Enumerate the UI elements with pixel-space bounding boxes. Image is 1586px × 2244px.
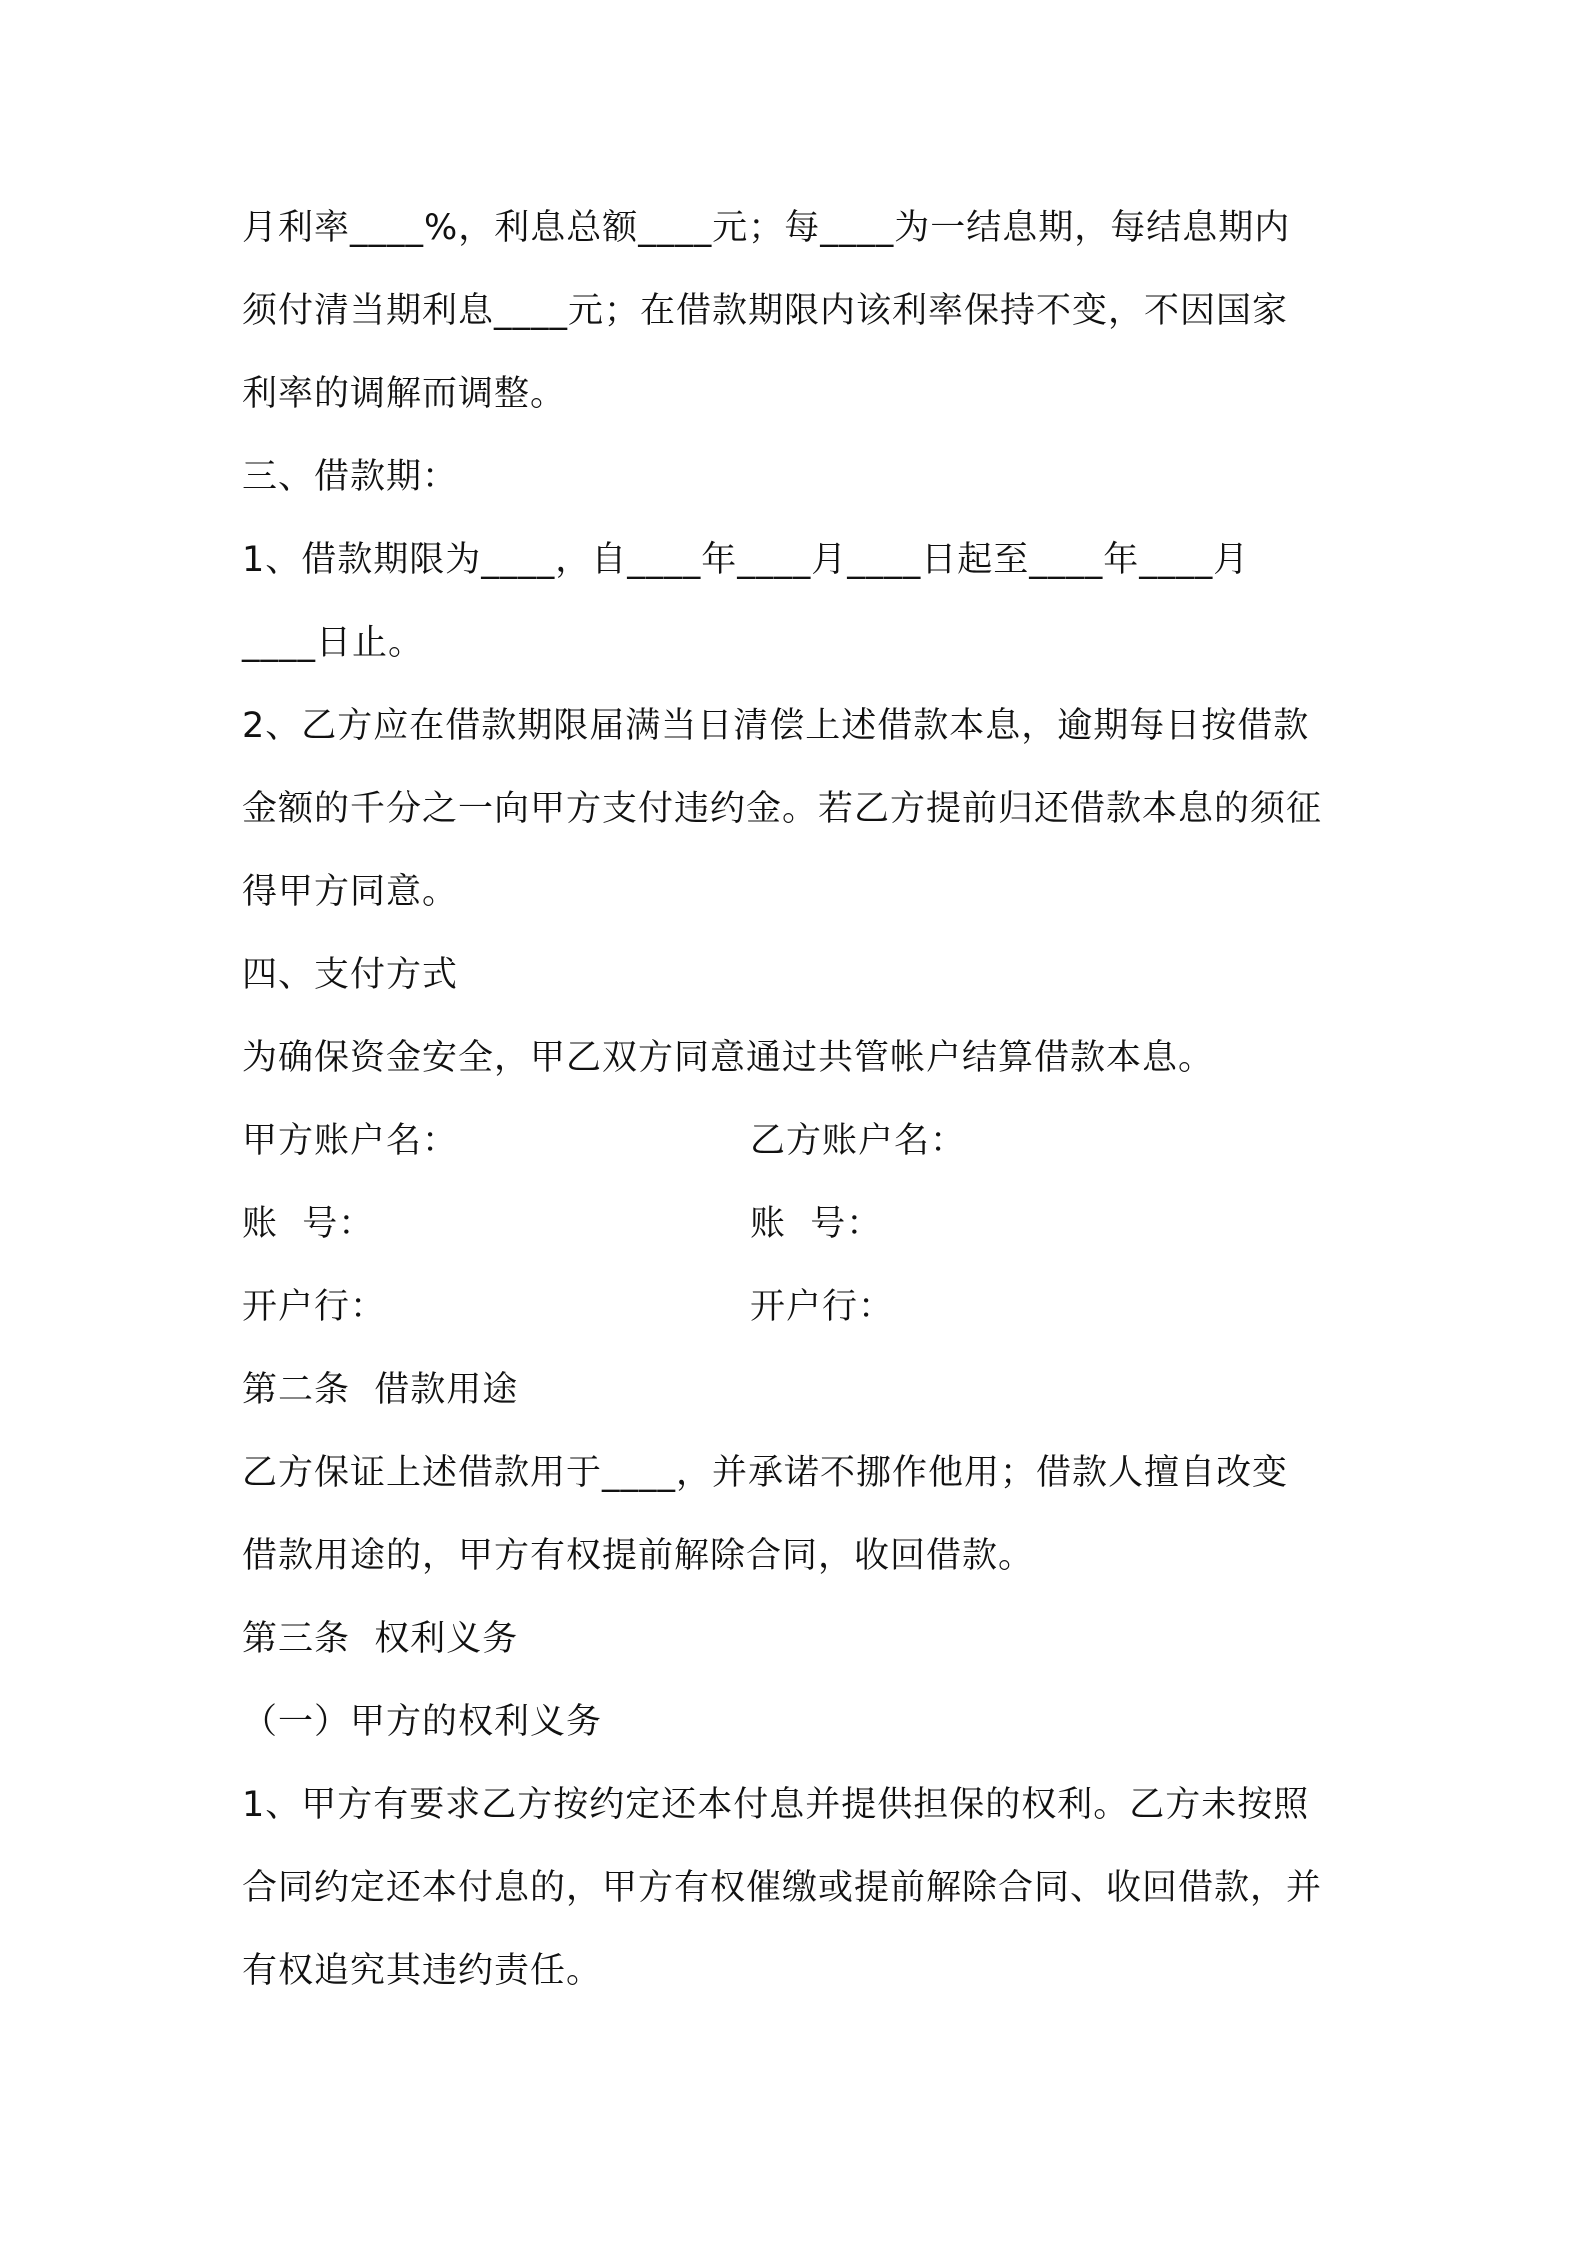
paragraph-line: 合同约定还本付息的，甲方有权催缴或提前解除合同、收回借款，并: [242, 1868, 1323, 1908]
paragraph-line: ____日止。: [242, 623, 425, 663]
paragraph-line: 1、借款期限为____，自____年____月____日起至____年____月: [242, 540, 1250, 580]
section-heading: 三、借款期：: [242, 457, 459, 497]
paragraph-line: 借款用途的，甲方有权提前解除合同，收回借款。: [242, 1536, 1035, 1576]
paragraph-line: 得甲方同意。: [242, 872, 459, 912]
party-b-account-name-label: 乙方账户名：: [750, 1121, 967, 1161]
article-heading: 第二条 借款用途: [242, 1370, 519, 1410]
party-a-account-name-label: 甲方账户名：: [242, 1121, 459, 1161]
party-a-bank-label: 开户行：: [242, 1287, 387, 1327]
paragraph-line: 须付清当期利息____元；在借款期限内该利率保持不变，不因国家: [242, 291, 1289, 331]
section-heading: 四、支付方式: [242, 955, 459, 995]
party-a-account-number-label: 账 号：: [242, 1204, 375, 1244]
paragraph-line: 1、甲方有要求乙方按约定还本付息并提供担保的权利。乙方未按照: [242, 1785, 1310, 1825]
paragraph-line: 金额的千分之一向甲方支付违约金。若乙方提前归还借款本息的须征: [242, 789, 1323, 829]
paragraph-line: 月利率____%，利息总额____元；每____为一结息期，每结息期内: [242, 208, 1291, 248]
paragraph-line: 有权追究其违约责任。: [242, 1951, 603, 1991]
paragraph-line: 利率的调解而调整。: [242, 374, 567, 414]
party-b-account-number-label: 账 号：: [750, 1204, 883, 1244]
party-b-bank-label: 开户行：: [750, 1287, 895, 1327]
paragraph-line: 乙方保证上述借款用于____，并承诺不挪作他用；借款人擅自改变: [242, 1453, 1289, 1493]
subsection-heading: （一）甲方的权利义务: [242, 1702, 603, 1742]
paragraph-line: 2、乙方应在借款期限届满当日清偿上述借款本息，逾期每日按借款: [242, 706, 1310, 746]
article-heading: 第三条 权利义务: [242, 1619, 519, 1659]
paragraph-line: 为确保资金安全，甲乙双方同意通过共管帐户结算借款本息。: [242, 1038, 1215, 1078]
